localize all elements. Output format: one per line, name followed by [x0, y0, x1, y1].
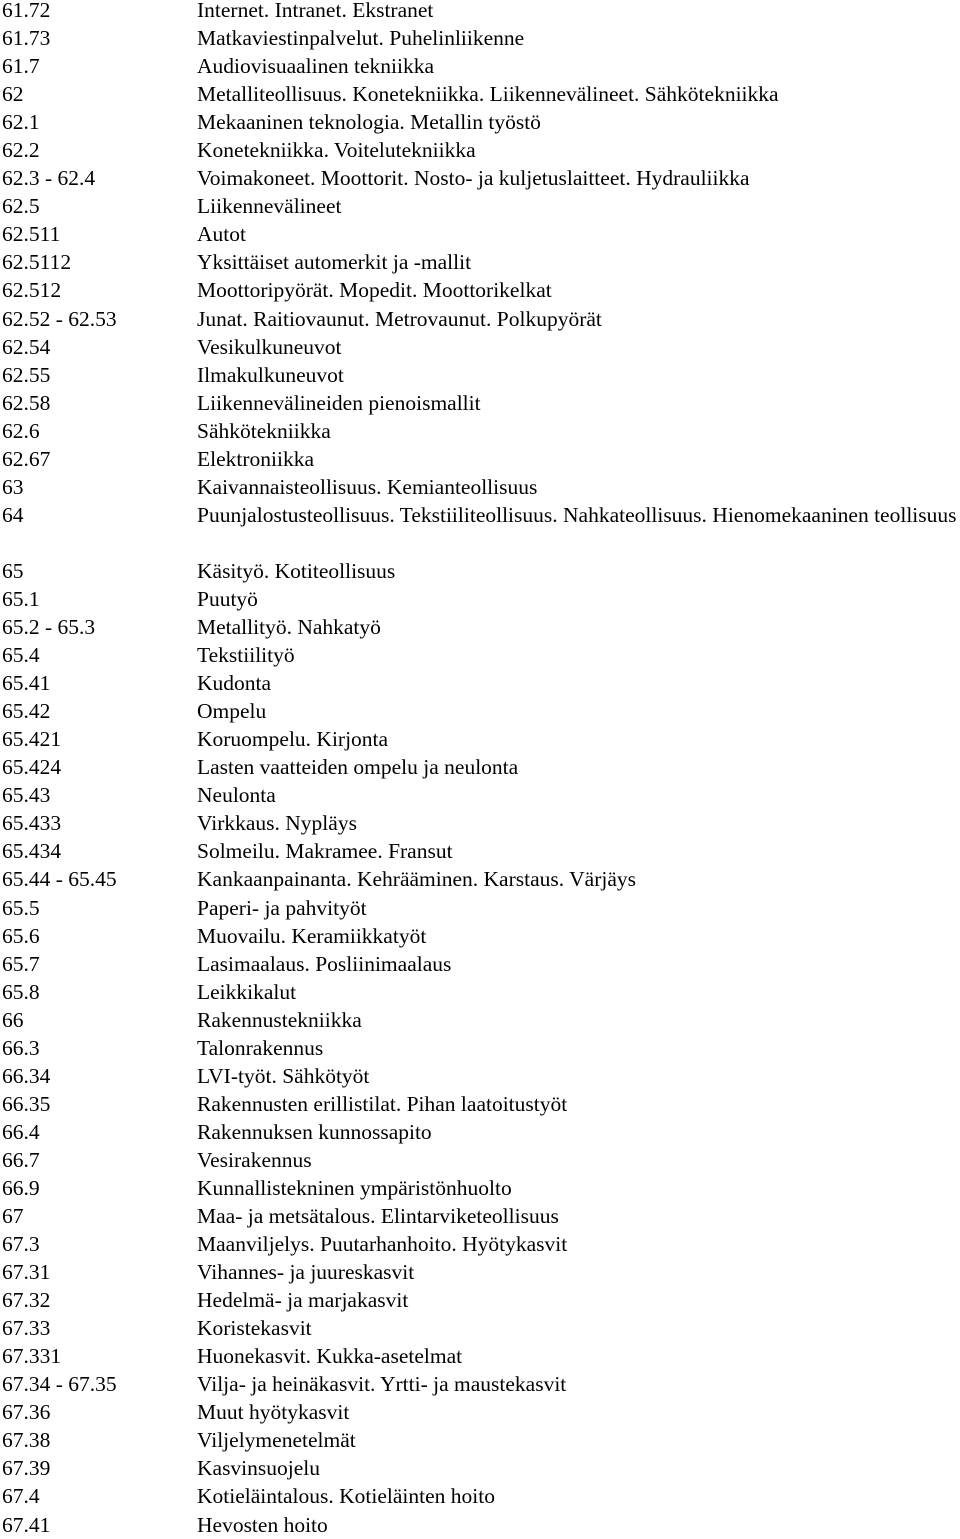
class-title: Internet. Intranet. Ekstranet [197, 0, 434, 22]
class-code: 66.34 [2, 1063, 51, 1088]
list-item [0, 1034, 960, 1062]
class-title: Hedelmä- ja marjakasvit [197, 1288, 409, 1313]
class-code: 65.8 [2, 979, 40, 1004]
list-item [0, 809, 960, 837]
class-title: Voimakoneet. Moottorit. Nosto- ja kuljetuslaitteet. Hydrauliikka [197, 166, 750, 191]
class-code: 65.424 [2, 755, 62, 780]
class-title: Rakennusten erillistilat. Pihan laatoitustyöt [197, 1091, 568, 1116]
class-title: Ompelu [197, 699, 267, 724]
list-item [0, 753, 960, 781]
class-title: Kaivannaisteollisuus. Kemianteollisuus [197, 474, 538, 499]
list-item [0, 220, 960, 248]
list-item [0, 361, 960, 389]
class-title: Talonrakennus [197, 1035, 324, 1060]
list-item [0, 837, 960, 865]
class-code: 65.434 [2, 839, 62, 864]
list-item [0, 276, 960, 304]
class-title: Moottoripyörät. Mopedit. Moottorikelkat [197, 278, 552, 303]
class-code: 65.7 [2, 951, 40, 976]
class-title: Matkaviestinpalvelut. Puhelinliikenne [197, 26, 525, 51]
class-title: Kankaanpainanta. Kehrääminen. Karstaus. Värjäys [197, 867, 636, 892]
class-code: 65.4 [2, 643, 40, 668]
class-code: 67.331 [2, 1344, 62, 1369]
class-title: Sähkötekniikka [197, 418, 331, 443]
list-item [0, 781, 960, 809]
class-title: Mekaaninen teknologia. Metallin työstö [197, 110, 541, 135]
class-code: 62.511 [2, 222, 61, 247]
class-title: Metallityö. Nahkatyö [197, 615, 381, 640]
list-item [0, 1230, 960, 1258]
class-code: 62.512 [2, 278, 62, 303]
class-code: 65.42 [2, 699, 51, 724]
class-code: 67.3 [2, 1232, 40, 1257]
class-code: 67.36 [2, 1400, 51, 1425]
class-title: Maanviljelys. Puutarhanhoito. Hyötykasvit [197, 1232, 568, 1257]
class-title: Muovailu. Keramiikkatyöt [197, 923, 427, 948]
class-code: 67.38 [2, 1428, 51, 1453]
list-item [0, 978, 960, 1006]
list-item [0, 1370, 960, 1398]
class-code: 66.4 [2, 1119, 40, 1144]
list-item [0, 389, 960, 417]
class-title: Kasvinsuojelu [197, 1456, 321, 1481]
list-item [0, 1342, 960, 1370]
class-title: Paperi- ja pahvityöt [197, 895, 367, 920]
class-title: Koristekasvit [197, 1316, 312, 1341]
class-code: 66.35 [2, 1091, 51, 1116]
class-code: 67.31 [2, 1260, 51, 1285]
class-code: 67.39 [2, 1456, 51, 1481]
list-item [0, 1314, 960, 1342]
class-title: Konetekniikka. Voitelutekniikka [197, 138, 476, 163]
list-item [0, 248, 960, 276]
class-title: Huonekasvit. Kukka-asetelmat [197, 1344, 463, 1369]
list-item [0, 1146, 960, 1174]
class-title: Neulonta [197, 783, 276, 808]
class-title: Viljelymenetelmät [197, 1428, 356, 1453]
list-item [0, 80, 960, 108]
list-item [0, 613, 960, 641]
class-title: Vesirakennus [197, 1147, 312, 1172]
class-title: Puunjalostusteollisuus. Tekstiiliteollisuus. Nahkateollisuus. Hienomekaaninen teollisuus [197, 502, 957, 527]
class-title: Kotieläintalous. Kotieläinten hoito [197, 1484, 495, 1509]
class-code: 65.421 [2, 727, 62, 752]
list-item [0, 1090, 960, 1118]
list-item [0, 192, 960, 220]
list-item [0, 24, 960, 52]
class-title: Puutyö [197, 586, 258, 611]
list-item [0, 1118, 960, 1146]
class-code: 65.41 [2, 671, 51, 696]
class-code: 64 [2, 502, 24, 527]
class-code: 62.67 [2, 446, 51, 471]
class-code: 62.6 [2, 418, 40, 443]
class-code: 67.34 - 67.35 [2, 1372, 117, 1397]
class-title: Liikennevälineiden pienoismallit [197, 390, 481, 415]
list-item [0, 108, 960, 136]
class-title: Tekstiilityö [197, 643, 295, 668]
list-item [0, 922, 960, 950]
list-item [0, 669, 960, 697]
class-title: Käsityö. Kotiteollisuus [197, 558, 396, 583]
class-title: Koruompelu. Kirjonta [197, 727, 389, 752]
list-item [0, 1286, 960, 1314]
class-code: 65.2 - 65.3 [2, 615, 96, 640]
class-code: 62.3 - 62.4 [2, 166, 96, 191]
list-item [0, 333, 960, 361]
class-title: Solmeilu. Makramee. Fransut [197, 839, 453, 864]
class-code: 62.5 [2, 194, 40, 219]
class-title: Ilmakulkuneuvot [197, 362, 344, 387]
list-item [0, 894, 960, 922]
class-title: Yksittäiset automerkit ja -mallit [197, 250, 472, 275]
class-code: 65.433 [2, 811, 62, 836]
class-title: Elektroniikka [197, 446, 315, 471]
list-item [0, 1511, 960, 1539]
class-title: Rakennustekniikka [197, 1007, 362, 1032]
list-item [0, 473, 960, 501]
list-item [0, 1202, 960, 1230]
class-code: 62.54 [2, 334, 51, 359]
class-code: 65.43 [2, 783, 51, 808]
list-item [0, 1426, 960, 1454]
class-code: 61.73 [2, 26, 51, 51]
class-title: Liikennevälineet [197, 194, 342, 219]
class-title: Vihannes- ja juureskasvit [197, 1260, 415, 1285]
list-item [0, 0, 960, 24]
class-code: 61.7 [2, 54, 40, 79]
list-item [0, 1454, 960, 1482]
list-item [0, 501, 960, 557]
list-item [0, 164, 960, 192]
class-title: Vilja- ja heinäkasvit. Yrtti- ja maustekasvit [197, 1372, 567, 1397]
class-title: Kudonta [197, 671, 272, 696]
class-code: 66.7 [2, 1147, 40, 1172]
class-code: 62.1 [2, 110, 40, 135]
list-item [0, 585, 960, 613]
class-title: Metalliteollisuus. Konetekniikka. Liikennevälineet. Sähkötekniikka [197, 82, 779, 107]
class-code: 65 [2, 558, 24, 583]
class-title: Virkkaus. Nypläys [197, 811, 357, 836]
class-code: 67.41 [2, 1512, 51, 1537]
class-code: 62.55 [2, 362, 51, 387]
list-item [0, 1258, 960, 1286]
class-code: 62.58 [2, 390, 51, 415]
list-item [0, 865, 960, 893]
list-item [0, 557, 960, 585]
list-item [0, 1482, 960, 1510]
class-title: Lasimaalaus. Posliinimaalaus [197, 951, 452, 976]
class-title: Lasten vaatteiden ompelu ja neulonta [197, 755, 519, 780]
class-code: 66.9 [2, 1175, 40, 1200]
list-item [0, 136, 960, 164]
class-title: Audiovisuaalinen tekniikka [197, 54, 435, 79]
class-code: 65.44 - 65.45 [2, 867, 117, 892]
class-title: Junat. Raitiovaunut. Metrovaunut. Polkupyörät [197, 306, 602, 331]
class-code: 65.5 [2, 895, 40, 920]
class-code: 62.52 - 62.53 [2, 306, 117, 331]
class-code: 67.33 [2, 1316, 51, 1341]
list-item [0, 641, 960, 669]
class-code: 62.2 [2, 138, 40, 163]
class-code: 62 [2, 82, 24, 107]
list-item [0, 697, 960, 725]
class-code: 61.72 [2, 0, 51, 22]
class-code: 62.5112 [2, 250, 72, 275]
list-item [0, 725, 960, 753]
list-item [0, 950, 960, 978]
class-code: 66 [2, 1007, 24, 1032]
list-item [0, 1174, 960, 1202]
list-item [0, 445, 960, 473]
class-title: Autot [197, 222, 246, 247]
class-title: LVI-työt. Sähkötyöt [197, 1063, 370, 1088]
class-code: 67.4 [2, 1484, 40, 1509]
class-code: 67 [2, 1204, 24, 1229]
class-code: 66.3 [2, 1035, 40, 1060]
list-item [0, 1006, 960, 1034]
class-code: 65.6 [2, 923, 40, 948]
list-item [0, 417, 960, 445]
class-title: Rakennuksen kunnossapito [197, 1119, 432, 1144]
class-code: 67.32 [2, 1288, 51, 1313]
list-item [0, 305, 960, 333]
class-title: Kunnallistekninen ympäristönhuolto [197, 1175, 512, 1200]
class-code: 65.1 [2, 586, 40, 611]
list-item [0, 1062, 960, 1090]
list-item [0, 1398, 960, 1426]
class-title: Leikkikalut [197, 979, 297, 1004]
class-title: Vesikulkuneuvot [197, 334, 342, 359]
class-code: 63 [2, 474, 24, 499]
class-title: Hevosten hoito [197, 1512, 328, 1537]
list-item [0, 52, 960, 80]
class-title: Muut hyötykasvit [197, 1400, 350, 1425]
class-title: Maa- ja metsätalous. Elintarviketeollisuus [197, 1204, 559, 1229]
